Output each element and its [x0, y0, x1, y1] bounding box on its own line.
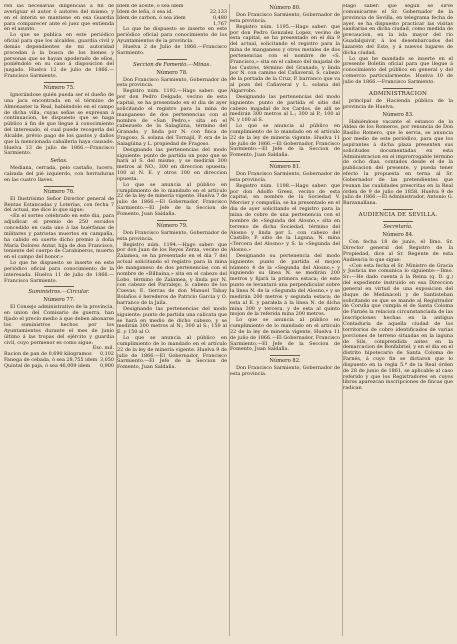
body-paragraph: Ignorándose quién pueda ser el dueño de una jaca encontrada en el término de Almonaster la Real, habiéndolo en el campo de dicha villa, cuyas señas se expresan á continuacion, he dispuesto que se haga público á fin de que llegue á conocimiento del interesado, el cual puede recogerla del Alcalde, prévio pago de los gastos y daños que la mencionada caballería haya causado. Huelva 13 de julio de 1866.—Francisco Sarmiento.	[4, 91, 114, 157]
section-heading: Secretaría.	[383, 224, 413, 231]
section-heading: Número 83.	[382, 111, 414, 118]
section-rule	[270, 161, 300, 162]
price-value: 3,050	[99, 357, 114, 364]
body-paragraph: Esc. mil.	[92, 345, 114, 352]
price-item: Racion de pan de 0,690 kilogramos	[4, 351, 92, 358]
section-heading: Seccion de Fomento.—Minas.	[133, 61, 211, 68]
section-heading: Número 81.	[269, 164, 301, 171]
body-paragraph: Huelva 2 de Julio de 1866.—Francisco Sarmiento.	[117, 43, 227, 56]
body-paragraph: Mediana, cerrada, pelo castaño, lucero, calzada del pié izquierdo, con herraduras en las cuatro llaves.	[4, 165, 114, 183]
section-rule	[44, 286, 74, 287]
body-paragraph: Lo que se anuncia al público en cumplimiento de lo mandado en el artículo 22 de la ley de minería vigente. Huelva 11 de julio de 1866.—El Gobernador, Francisco Sarmiento.—El Jefe de la Seccion de Fomento, Juan Saldaña.	[230, 123, 340, 159]
section-heading: Número 79.	[156, 222, 188, 229]
price-value: 0,900	[99, 362, 114, 369]
body-paragraph: Designando su pertenencia del modo siguiente: punto de partida el mojon número 4 de la «Segunda del Alosno,» y siguiendo su línea N. se medirán 200 metros y fijará la primera estaca; de este punto se levantará una perpendicular sobre la línea N. de la «Segunda del Alosno,» y se medirán 200 metros y segunda estaca; de esta al E. y paralela á la línea N. de dicha mina 300 y tercera, y de esta al quinto mojon de la referida mina 200 metros.	[230, 252, 340, 318]
body-paragraph: Designando las pertenencias del modo siguiente: punto de partida un pozo que se hará al S. del mismo, y se medirán 300 metros al NO.; 300 en direccion opuesta; 100 al N. E. y otros 100 en direccion opuesta.	[117, 146, 227, 182]
body-paragraph: Lo que se anuncia al público en cumplimiento de lo mandado en el artículo 22 de la ley de minería vigente. Huelva 9 de julio de 1866.—El Gobernador, Francisco Sarmiento.—El Jefe de la Seccion de Fomento, Juan Saldaña.	[117, 335, 227, 371]
price-row	[4, 364, 114, 370]
price-item: Idem de aceite, ó sea idem	[117, 4, 184, 9]
body-paragraph: Lo que he dispuesto se inserte en este periódico oficial para conocimiento de los Ayuntamientos de la provincia.	[117, 26, 227, 45]
section-heading: ADMINISTRACION	[368, 90, 428, 97]
section-heading: Número 78.	[156, 69, 188, 76]
section-rule	[383, 221, 413, 222]
price-item: Fanega de cebada, ó sea 28,755 idem	[4, 357, 98, 364]
body-paragraph: «En el sorteo celebrado en este dia, para adjudicar el premio de 250 escudos concedido en cada uno á las huérfanas de militares y patriotas muertos en campaña, ha cabido en suerte dicho premio á doña María Dolores Antar, hija de don Francisco, teniente del cuerpo de Carabineros, muerto en el campo del honor.»	[4, 213, 114, 261]
body-paragraph: El Consejo administrativo de la provincia, en union del Comisario de guerra, han fijado el precio medio á que deben abonarse los suministros hechos por los Ayuntamientos durante el mes de junio último á las tropas del ejército y guardia civil, cuyo pormenor es como sigue:	[4, 304, 114, 346]
body-paragraph: Registro núm. 1198.—Hago saber: que por don Adolfo Greez, vecino de esta capital, en nombre de la Sociedad V. Mercier y compañía, se ha presentado en el dia de ayer solicitando el registro para la mina de cobre de una pertenencia con el nombre de «Segunda del Alosno,» sita en terreno de dicha Sociedad, término del Alosno y linda por L. con cabezo del Castillo, P. sitio de la Laguna, N. mina «Tercera del Alosno» y S. la «Segunda del Alosno.»	[230, 182, 340, 254]
body-paragraph: Don Francisco Sarmiento, Gobernador de esta provincia.	[230, 12, 340, 24]
body-paragraph: Lo que he dispuesto se inserte en este periódico oficial para conocimiento de la interesada. Huelva 11 de julio de 1866.—Francisco Sarmiento.	[4, 260, 114, 284]
body-paragraph: ren las necesarias diligencias á fin de averiguar el autor ó autores del mismo; y en el ínterin se mantiene en esa Guardia para comparecer ante el juez que entienda en el asunto.	[4, 4, 114, 33]
section-heading: Número 75.	[43, 84, 75, 91]
section-rule	[44, 186, 74, 187]
section-heading: Número 77.	[43, 297, 75, 304]
section-rule	[383, 88, 413, 89]
body-paragraph: Lo que se publica en este periódico oficial para que los alcaldes, guardia civil y demás dependientes de mi autoridad procedan á la busca de los bienes y personas que se hayan apoderado de ellos, poniéndolo en su caso á disposicion del juzgado. Huelva 12 de julio de 1866.—Francisco Sarmiento.	[4, 32, 114, 80]
column-3	[230, 4, 340, 636]
body-paragraph: Lo que se anuncia al público en cumplimiento de lo mandado en el artículo 22 de la ley de minería vigente. Huelva 7 de julio de 1866.—El Gobernador, Francisco Sarmiento.—El Jefe de la Seccion de Fomento, Juan Saldaña.	[117, 181, 227, 217]
body-paragraph: Don Francisco Sarmiento, Gobernador de esta provincia.	[117, 229, 227, 242]
price-item: Idem de leña, ó sea id.	[117, 8, 173, 15]
section-heading: Número 80.	[269, 5, 301, 11]
column-4	[343, 4, 453, 636]
body-paragraph: Designando las pertenencias del modo siguiente: punto de partida el sitio del cabezo majadal de los Cardos, de allí se medirán 300 metros al L.; 300 al P.; 100 al N. y 100 al S.	[230, 93, 340, 124]
section-rule	[44, 82, 74, 83]
section-rule	[383, 209, 413, 210]
body-paragraph: «Con esta fecha el Sr. Ministro de Gracia y Justicia me comunica lo siguiente:—Ilmo. Sr.:—He dado cuenta á la Reina (q. D. g.) del expediente instruido en esa Direccion general en virtud de una exposicion del duque de Medinaceli y de Santisteban solicitando se que se mande al Registrador de Coruña que cumpla el de Santa Coloma de Farnés la relacion circunstanciada de las inscripciones hechas en la antigua Contaduría de aquella ciudad de los territorios de cobro identificados de varias porciones de terreno situadas en la laguna de Sils, comprendida antes en la demarcacion de Bonfabriel, y en el dia en el distrito hipotecario de Santa Coloma de Farnés, á cuyo fin se dictaron que lo dispuesto en la regla 5.ª de la Real órden de 28 de junio de 1861, se aplicable al caso referido y que los Registradores en cuyos libros aparezcan inscripciones de fincas que radican	[343, 262, 453, 392]
section-heading: Número 76.	[43, 188, 75, 195]
body-paragraph: Don Francisco Sarmiento, Gobernador de esta provincia.	[230, 171, 340, 183]
body-paragraph: Lo que se anuncia al público en cumplimiento de lo mandado en el artículo 22 de la ley de minería vigente. Huelva 11 de julio de 1866.—El Gobernador, Francisco Sarmiento.—El Jefe de la Seccion de Fomento, Juan Saldaña.	[230, 317, 340, 353]
body-paragraph: Registro núm. 1192.—Hago saber: que por don Pedro Delgado, vecino de esta capital, se ha presentado en el dia de ayer solicitando el registro para la mina de manganeso de dos pertenencias con el nombre de «San Pedro,» sita en el cabezuelo de la Salagüina, término del Granado, y linda por N. con finca de Fragoso, S. solana del Tornajil, P. era de la Salagüina y L. propiedad de Fragoso.	[117, 88, 227, 147]
price-value: 22,133	[209, 8, 227, 15]
body-paragraph: El Ilustrísimo Señor Director general de Rentas Estancadas y Loterías, con fecha 7 del actual, me dice lo que sigue:	[4, 195, 114, 214]
section-rule	[157, 59, 187, 60]
section-heading: Número 82.	[269, 358, 301, 365]
body-paragraph: Registro núm. 1194.—Hago saber: que por don Juan de los Reyes Zerza, vecino de Zalamea, se ha presentado en el dia 7 del actual solicitando el registro para la mina de manganeso de dos pertenencias con el nombre de «Bilbaina,» sita en el cabezo del Lobo, término de Zalamea, y linda por N. con cabezo del Parralejo, S. cabezo de los Cuevas, E. tierras de don Manuel Tabay Bolaños ó herederos de Patricio Garcia y O. barranco de la Jaila.	[117, 241, 227, 306]
body-paragraph: Registro núm. 1195.—Hago saber: que por don Pedro Gonzalez Lopez, vecino de esta capital, se ha presentado en el dia 9 del actual, solicitando el registro para la mina de manganeso y otros metales de dos pertenencias con el nombre de «S. Francisco,» sita en el cabezo del majadal de los Castros, término del Granado, y linda por N. con camino del Cañaveral, S. cabezo de la portada de la Cruz, P. barranco que va al pozo del Cañaveral y L. solana del Algarrobo.	[230, 23, 340, 94]
section-heading: Suministros.—Circular.	[28, 289, 90, 296]
body-paragraph: Con fecha 18 de junio, el Ilmo. Sr. Director general del Registro de la Propiedad, dice al Sr. Regente de esta Audiencia lo que sigue:	[343, 239, 453, 263]
column-2	[117, 4, 227, 636]
body-paragraph: Hago saber: que según se sirve comunicarme el Sr. Gobernador de la provincia de Sevilla, en telegrama fecha de ayer, se ha dispuesto practicar las visitas sanitarias en dicha ciudad, como medida de precaucion, en la isla mayor del río Guadalquivir, á los desembarcados del lazareto del Este, y á nuevos lugares de dicha ciudad.	[343, 4, 453, 56]
body-paragraph: principal de Hacienda pública de la provincia de Huelva.	[343, 97, 453, 110]
column-divider	[116, 4, 117, 636]
price-item: Idem de carbon, ó sea idem	[117, 14, 186, 21]
section-heading: Número 84.	[382, 232, 414, 239]
price-value: 0,480	[212, 14, 227, 21]
price-value: 1,767	[212, 20, 227, 27]
price-item: Quintal de paja, ó sea 46,009 idem	[4, 362, 91, 369]
section-rule	[157, 220, 187, 221]
body-paragraph: Don Francisco Sarmiento, Gobernador de esta provincia.	[117, 76, 227, 89]
body-paragraph: Lo que he mandado se inserte en el presente Boletín oficial para que llegue á conocimiento del público en general y del comercio particularmente. Huelva 10 de julio de 1866.—Francisco Sarmiento.	[343, 55, 453, 85]
column-divider	[342, 4, 343, 636]
body-paragraph: Habiéndose vacante el estanco de la Aldea de los Romeros, por renuncia de Don Basilio Romero, que le servia, se anuncia por medio de este periódico, para que los aspirantes á dicha plaza presenten sus solicitudes documentadas en esta Administracion en el improrrogable término de ocho dias, contados desde el de la publicacion del presente, y pueda tener efecto la propuesta en terna al Sr. Gobernador de las pretendientes que reunan las cualidades prescritas en la Real órden de 9 de julio de 1858. Huelva 9 de julio de 1866.—El Administrador, Antonio G. Barzanallana.	[343, 118, 453, 207]
column-1	[4, 4, 114, 636]
body-paragraph: Designando las pertenencias del modo siguiente: punto de partida una calicata que se hará en medio de dicho cabezo, y se medirán 300 metros al N.; 300 al S.; 150 al E. y 150 al O.	[117, 305, 227, 336]
newspaper-page	[4, 4, 453, 636]
section-heading: Señas.	[50, 158, 68, 165]
price-value: 0,102	[99, 351, 114, 358]
body-paragraph: Don Francisco Sarmiento, Gobernador de esta provincia.	[230, 365, 340, 378]
column-divider	[229, 4, 230, 636]
section-rule	[270, 355, 300, 356]
section-heading: AUDIENCIA DE SEVILLA.	[358, 212, 438, 219]
